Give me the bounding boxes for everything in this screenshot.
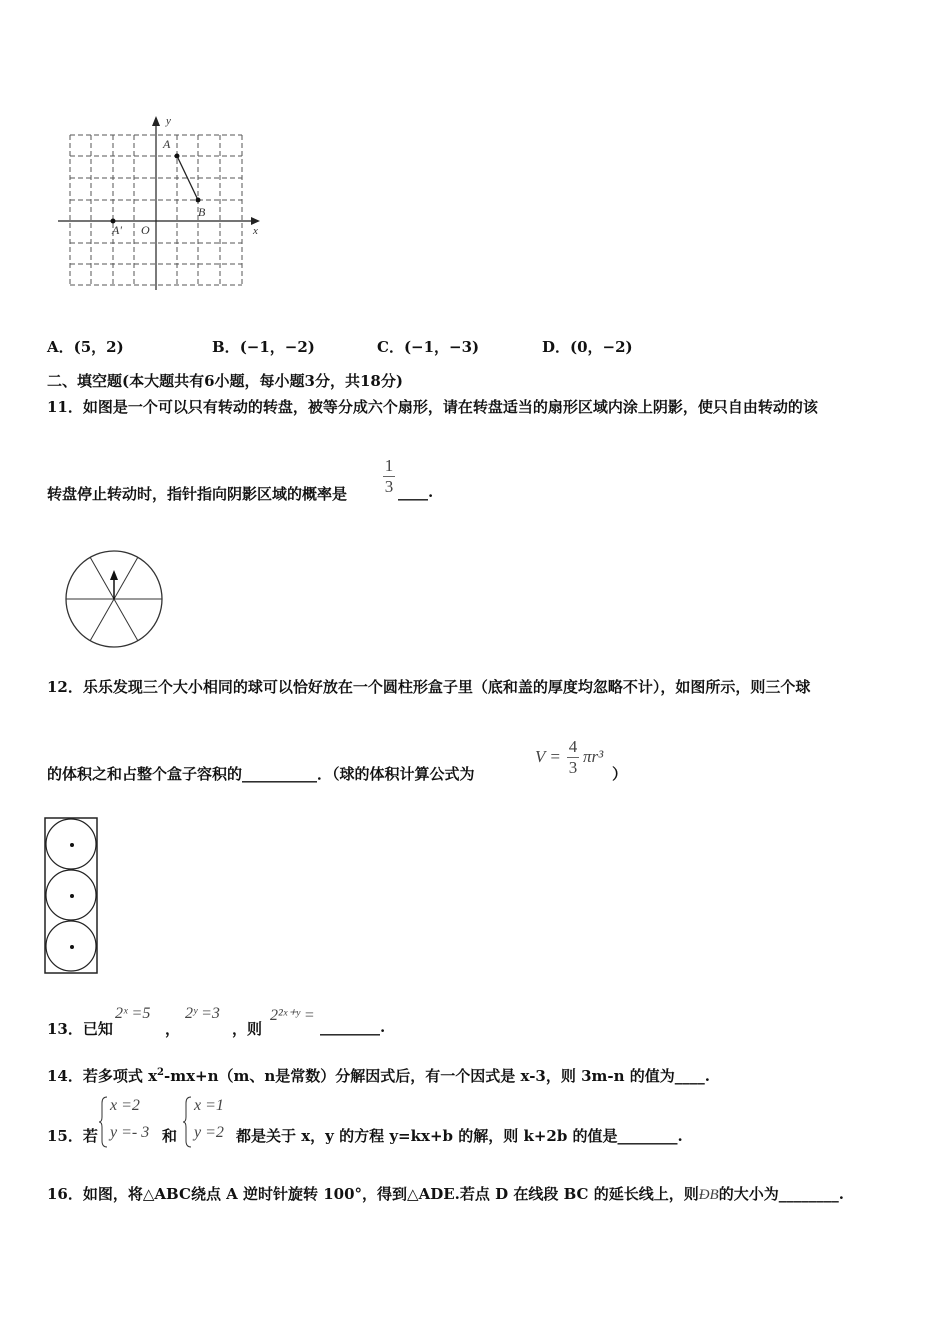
coordinate-grid-figure <box>50 110 280 295</box>
q15-prefix: 15．若 <box>47 1127 98 1145</box>
point-A <box>175 154 180 159</box>
q15-brace-2 <box>182 1096 192 1148</box>
q11-frac-num: 1 <box>384 456 394 475</box>
origin-label: O <box>141 223 150 237</box>
cylinder-balls-figure <box>43 816 101 978</box>
y-axis-arrow <box>152 116 160 126</box>
q15-suffix: 都是关于 x，y 的方程 y=kx+b 的解，则 k+2b 的值是________. <box>236 1127 683 1145</box>
q13-comma: ， <box>165 1020 181 1038</box>
q14-exponent: 2 <box>157 1067 165 1078</box>
q14-text <box>47 1065 710 1086</box>
q12-fraction <box>567 738 579 777</box>
q14-text-a: 14．若多项式 x <box>47 1067 158 1085</box>
q11-line2-text: 转盘停止转动时，指针指向阴影区域的概率是 <box>47 485 348 503</box>
point-B-label: B <box>198 205 206 219</box>
q16-text-a: 16．如图，将△ABC绕点 A 逆时针旋转 100°，得到△ADE.若点 D 在线段 BC 的延长线上，则 <box>47 1185 699 1203</box>
q11-frac-den: 3 <box>384 477 394 496</box>
y-axis-label: y <box>166 115 171 127</box>
q13-eq2: 2ʸ =3 <box>185 1005 220 1022</box>
q11-line1: 11．如图是一个可以只有转动的转盘，被等分成六个扇形，请在转盘适当的扇形区域内涂上阴影，使只自由转动的该 <box>47 398 818 416</box>
q13-eq1: 2ˣ =5 <box>115 1005 151 1022</box>
option-c-text: (−1，−3) <box>403 338 480 356</box>
q13-prefix: 13．已知 <box>47 1020 113 1038</box>
q15-sys1-bot: y =- 3 <box>110 1124 150 1141</box>
q12-line1: 12．乐乐发现三个大小相同的球可以恰好放在一个圆柱形盒子里（底和盖的厚度均忽略不计），如图所示，则三个球 <box>47 678 811 696</box>
q16-text <box>47 1183 844 1204</box>
q11-line2 <box>47 483 347 504</box>
q15-brace-1 <box>98 1096 108 1148</box>
point-A-prime-label: A' <box>112 223 122 237</box>
ball-middle-center <box>70 894 74 898</box>
x-axis-arrow <box>251 217 260 225</box>
section-heading: 二、填空题(本大题共有6小题，每小题3分，共18分) <box>47 372 403 390</box>
q16-text-b: 的大小为________. <box>718 1185 844 1203</box>
option-c <box>377 336 479 357</box>
q13-then: ，则 <box>232 1020 263 1038</box>
pointer-arrow-icon <box>110 570 118 580</box>
q12-line2: 的体积之和占整个盒子容积的__________．（球的体积计算公式为 <box>47 765 475 783</box>
x-axis-label: x <box>253 225 258 237</box>
q14-text-b: -mx+n（m、n是常数）分解因式后，有一个因式是 x-3，则 3m-n 的值为____. <box>164 1067 710 1085</box>
option-b-letter: B． <box>212 338 240 356</box>
q15-and: 和 <box>162 1127 178 1145</box>
q16-angle: ÐB <box>698 1187 719 1203</box>
ball-bottom-center <box>70 945 74 949</box>
q11-fraction <box>383 457 395 496</box>
q13-blank: ________. <box>320 1018 386 1036</box>
option-b-text: (−1，−2) <box>239 338 315 356</box>
option-a-text: (5，2) <box>73 338 124 356</box>
option-d-text: (0，−2) <box>570 338 633 356</box>
option-a-letter: A． <box>47 338 74 356</box>
q11-blank: ____. <box>398 483 434 501</box>
point-B <box>196 198 201 203</box>
option-b <box>212 336 315 357</box>
q12-formula-rhs: πr³ <box>583 747 604 766</box>
spinner-figure <box>60 548 170 650</box>
q12-frac-num: 4 <box>568 737 578 756</box>
q15-sys1-top: x =2 <box>110 1097 140 1114</box>
option-d-letter: D． <box>542 338 571 356</box>
ball-top-center <box>70 843 74 847</box>
q12-frac-den: 3 <box>568 758 578 777</box>
q12-formula-lhs: V = <box>535 747 561 766</box>
option-c-letter: C． <box>377 338 404 356</box>
q12-close-paren: ） <box>612 765 628 783</box>
q13-eq3: 2²ˣ⁺ʸ = <box>270 1007 315 1024</box>
q15-sys2-top: x =1 <box>194 1097 224 1114</box>
point-A-label: A <box>163 137 171 151</box>
q15-sys2-bot: y =2 <box>194 1124 224 1141</box>
option-a <box>47 336 124 357</box>
option-d <box>542 336 633 357</box>
